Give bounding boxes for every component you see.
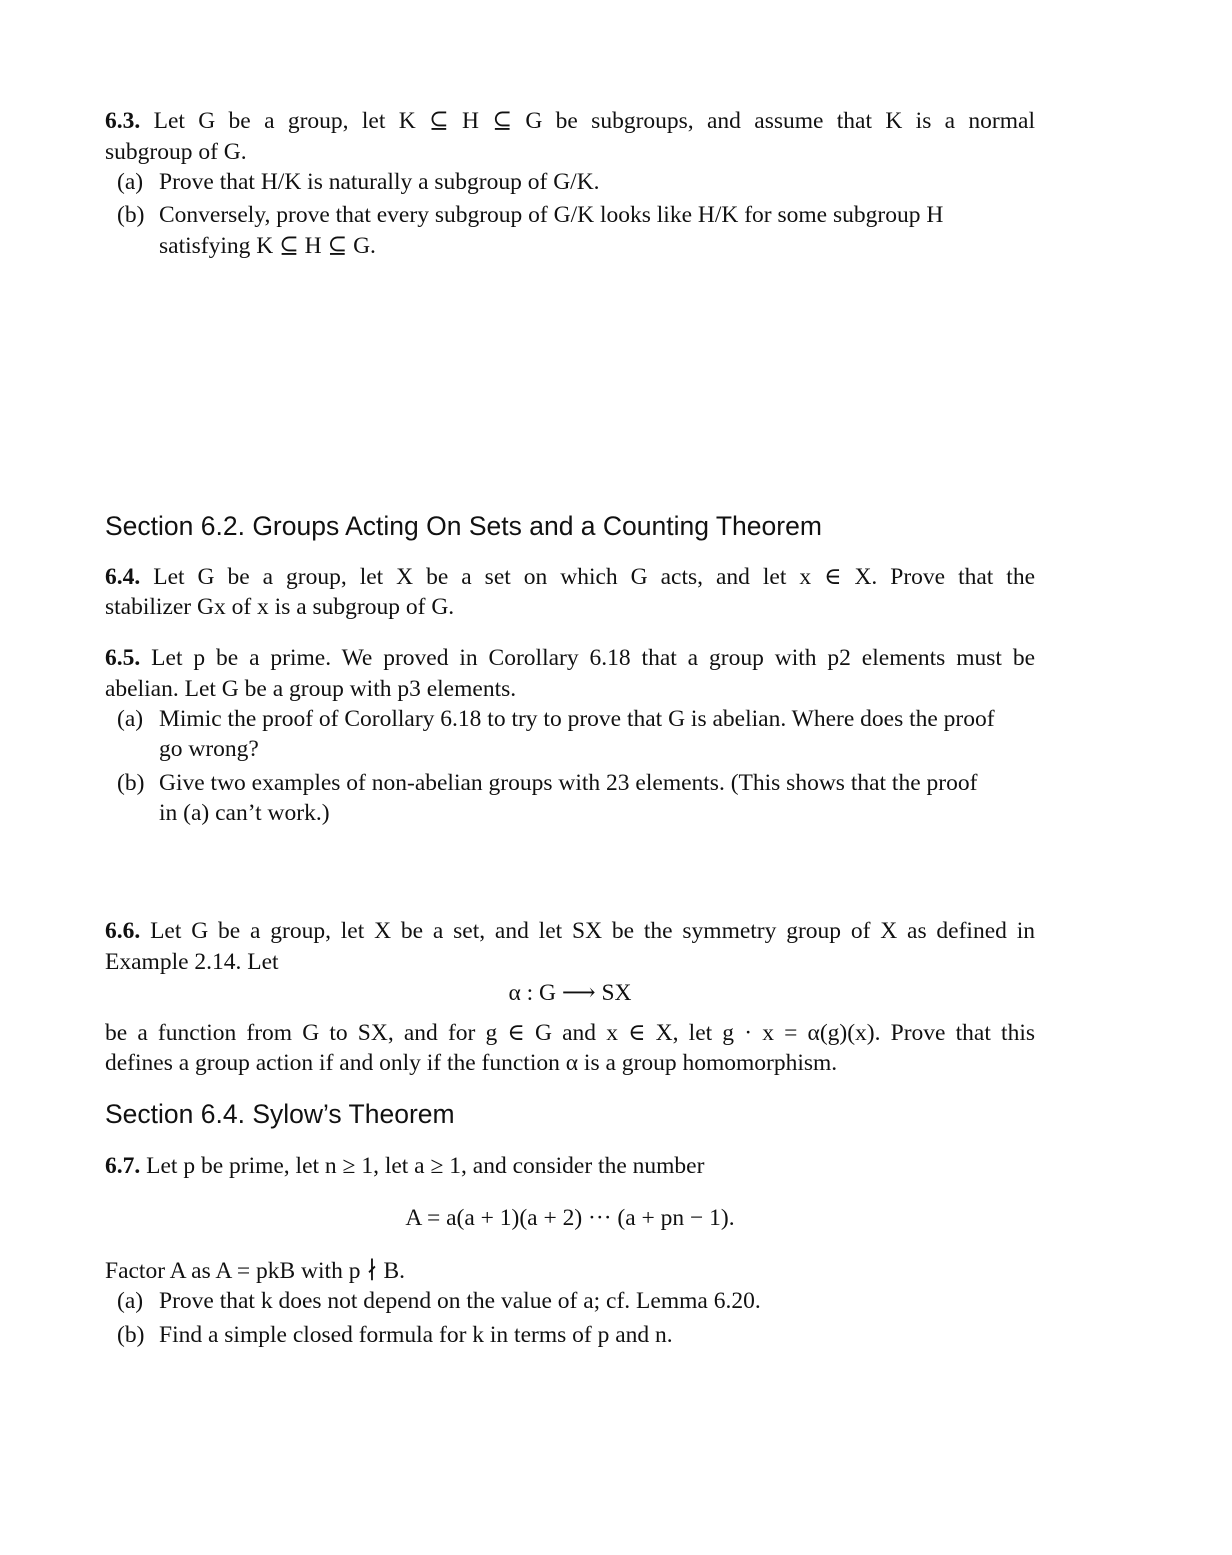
problem-6-7-display-equation: A = a(a + 1)(a + 2) ··· (a + pn − 1). xyxy=(405,1205,735,1231)
problem-6-5-number: 6.5. xyxy=(105,645,141,671)
problem-6-3-part-a: (a) Prove that H/K is naturally a subgroup of G/K. xyxy=(117,169,600,195)
problem-6-4-statement-line-2: stabilizer Gx of x is a subgroup of G. xyxy=(105,594,455,620)
problem-6-6-number: 6.6. xyxy=(105,918,141,944)
problem-6-3-statement-line-2: subgroup of G. xyxy=(105,139,247,165)
problem-6-5-statement-line-2: abelian. Let G be a group with p3 elements. xyxy=(105,676,517,702)
problem-6-7-statement-line-2: Factor A as A = pkB with p ∤ B. xyxy=(105,1258,405,1284)
problem-6-3-number: 6.3. xyxy=(105,108,141,134)
problem-6-7-part-a: (a) Prove that k does not depend on the value of a; cf. Lemma 6.20. xyxy=(117,1288,761,1314)
problem-6-6-statement-line-3: be a function from G to SX, and for g ∈ G and x ∈ X, let g · x = α(g)(x). Prove that this xyxy=(105,1020,1035,1046)
section-6-4-heading: Section 6.4. Sylow’s Theorem xyxy=(105,1099,455,1129)
problem-6-7-number: 6.7. xyxy=(105,1153,141,1179)
problem-6-5-part-a-line-1: (a) Mimic the proof of Corollary 6.18 to try to prove that G is abelian. Where does the proof xyxy=(117,706,995,732)
problem-6-6-display-equation: α : G ⟶ SX xyxy=(508,980,632,1006)
problem-6-5-part-b-line-1: (b) Give two examples of non-abelian groups with 23 elements. (This shows that the proof xyxy=(117,770,978,796)
section-6-2-heading: Section 6.2. Groups Acting On Sets and a Counting Theorem xyxy=(105,511,822,541)
problem-6-5-statement-line-1: 6.5. Let p be a prime. We proved in Corollary 6.18 that a group with p2 elements must be xyxy=(105,645,1036,671)
problem-6-7-part-b: (b) Find a simple closed formula for k in terms of p and n. xyxy=(117,1322,673,1348)
problem-6-6-statement-line-1: 6.6. Let G be a group, let X be a set, and let SX be the symmetry group of X as defined in xyxy=(105,918,1035,944)
problem-6-4-number: 6.4. xyxy=(105,564,141,590)
problem-6-7-statement-line-1: 6.7. Let p be prime, let n ≥ 1, let a ≥ 1, and consider the number xyxy=(105,1153,705,1179)
problem-6-4-statement-line-1: 6.4. Let G be a group, let X be a set on which G acts, and let x ∈ X. Prove that the xyxy=(105,564,1035,590)
problem-6-3-part-b-line-1: (b) Conversely, prove that every subgroup of G/K looks like H/K for some subgroup H xyxy=(117,202,944,228)
problem-6-6-statement-line-2: Example 2.14. Let xyxy=(105,949,279,975)
problem-6-3-part-b-line-2: satisfying K ⊆ H ⊆ G. xyxy=(159,233,376,259)
problem-6-6-statement-line-4: defines a group action if and only if the function α is a group homomorphism. xyxy=(105,1050,838,1076)
problem-6-5-part-a-line-2: go wrong? xyxy=(159,736,259,762)
problem-6-3-statement-line-1: 6.3. Let G be a group, let K ⊆ H ⊆ G be subgroups, and assume that K is a normal xyxy=(105,108,1036,134)
problem-6-5-part-b-line-2: in (a) can’t work.) xyxy=(159,800,330,826)
